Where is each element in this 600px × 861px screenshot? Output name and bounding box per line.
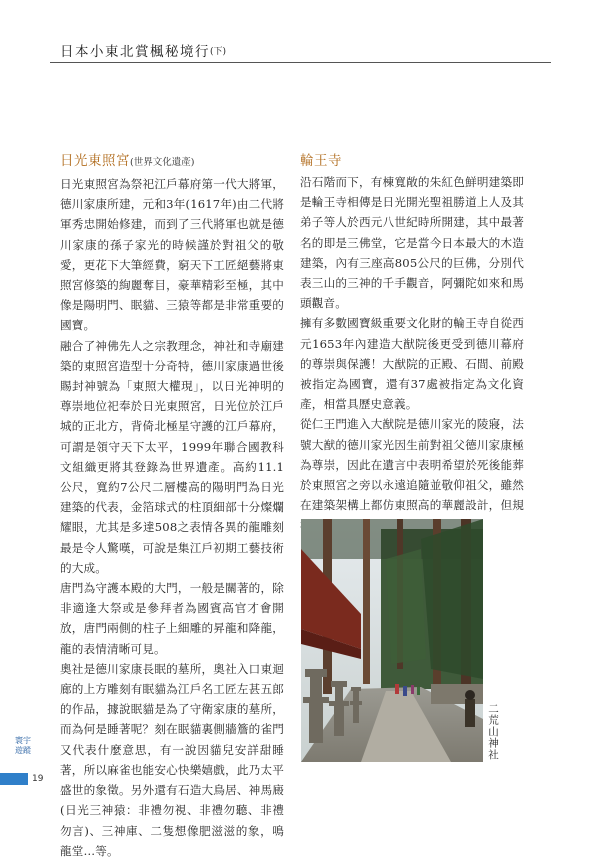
photo-illustration — [301, 519, 483, 762]
right-column — [300, 152, 524, 536]
paragraph: 擁有多數國寶級重要文化財的輪王寺自從西元1653年內建造大猷院後更受到德川幕府的尊崇與保護！大猷院的正殿、石間、前殿被指定為國寶，還有37處被指定為文化資產，相當具歷史意義。 — [300, 316, 524, 412]
photo-caption: 二荒山神社 — [487, 703, 499, 761]
header-title: 日本小東北賞楓秘境行 — [60, 44, 210, 60]
section-title-text: 日光東照宮 — [60, 153, 130, 169]
left-column — [60, 152, 284, 861]
header-subtitle: (下) — [210, 47, 227, 57]
paragraph: 日光東照宮為祭祀江戶幕府第一代大將軍，德川家康所建，元和3年(1617年)由二代將軍秀忠開始修建，而到了三代將軍也就是德川家康的孫子家光的時候謹於對祖父的敬愛，更花下大筆經費，窮天下工匠絕藝將東照宮修築的絢麗奪目，豪華精彩至極，其中像是陽明門、眠貓、三猿等都是非常重要的國寶。 — [60, 177, 284, 333]
section-title-note: (世界文化遺產) — [130, 157, 195, 168]
paragraph: 融合了神佛先人之宗教理念，神社和寺廟建築的東照宮造型十分奇特，德川家康過世後賜封神號為「東照大權現」，以日光神明的尊崇地位祀奉於日光東照宮，日光位於江戶城的正北方，背倚北極星守護的江戶幕府，可謂是領守天下太平，1999年聯合國教科文組織更將其登錄為世界遺產。高約11.1公尺，寬約7公尺二層樓高的陽明門為日光建築的代表，金箔球式的柱頂細部十分燦爛耀眼，尤其是多達508之表情各異的龍雕刻最是令人驚嘆，可說是集江戶初期工藝技術的大成。 — [60, 338, 284, 575]
header-rule — [50, 62, 551, 63]
section-title-text: 輪王寺 — [300, 153, 342, 169]
paragraph: 唐門為守護本殿的大門，一般是關著的，除非適逢大祭或是參拜者為國賓高官才會開放，唐門兩側的柱子上細雕的昇龍和降龍，龍的表情清晰可見。 — [60, 581, 284, 656]
section-title-rinnoji — [300, 152, 524, 170]
section-label: 寰宇遊蹤 — [15, 736, 31, 755]
running-header — [60, 40, 226, 60]
paragraph: 沿石階而下，有棟寬敞的朱紅色鮮明建築即是輪王寺相傳是日光開光聖祖勝道上人及其弟子等人於西元八世紀時所開建，其中最著名的即是三佛堂，它是當今日本最大的木造建築，內有三座高805公尺的巨佛，分別代表三山的三神的千手觀音，阿彌陀如來和馬頭觀音。 — [300, 175, 524, 311]
paragraph: 從仁王門進入大猷院是德川家光的陵寢，法號大猷的德川家光因生前對祖父德川家康極為尊崇，因此在遺言中表明希望於死後能葬於東照宮之旁以永遠追隨並敬仰祖父，雖然在建築架構上都仿東照高的華麗設計，但規 — [300, 417, 524, 513]
section-title-toshogu — [60, 152, 284, 172]
page-number: 19 — [32, 774, 44, 784]
shrine-path-photo — [301, 519, 483, 762]
paragraph: 奧社是德川家康長眠的墓所，奧社入口東迴廊的上方雕刻有眠貓為江戶名工匠左甚五郎的作品，據說眠貓是為了守衛家康的墓所，而為何是睡著呢？刻在眠貓裏側牆簷的雀門又代表什麼意思，有一說因貓兒安詳甜睡著，所以麻雀也能安心快樂嬉戲，此乃太平盛世的象徵。另外還有石造大鳥居、神馬廄(日光三神猿：非禮勿視、非禮勿聽、非禮勿言)、三神庫、二隻想像肥滋滋的象，鳴龍堂…等。 — [60, 661, 284, 858]
page-marker-bar — [0, 773, 28, 785]
